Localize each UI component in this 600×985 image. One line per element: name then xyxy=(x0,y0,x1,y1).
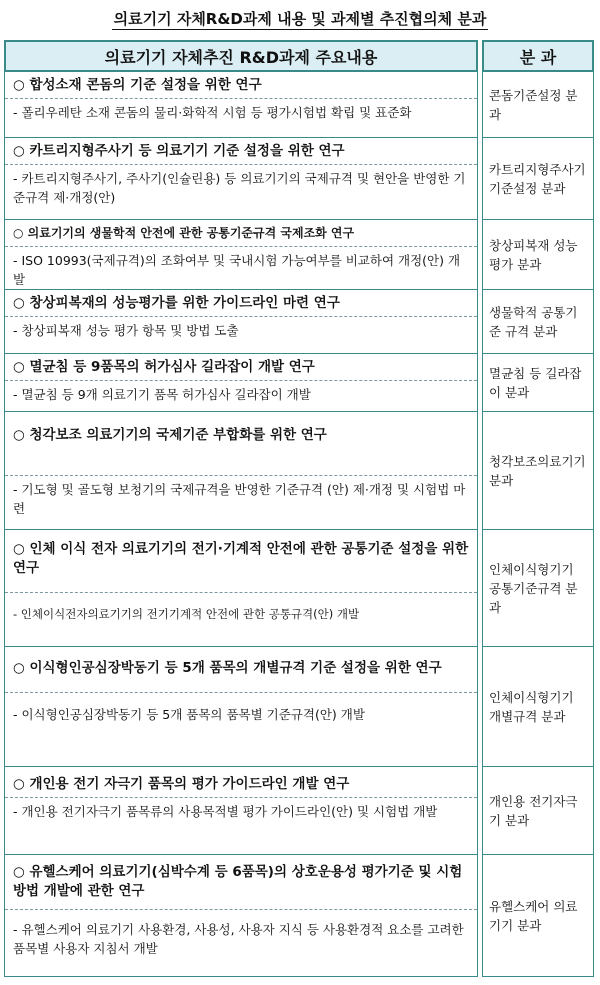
row-title: ○ 멸균침 등 9품목의 허가심사 길라잡이 개발 연구 xyxy=(5,354,477,381)
row-title: ○ 의료기기의 생물학적 안전에 관한 공통기준규격 국제조화 연구 xyxy=(5,220,477,247)
row-title: ○ 개인용 전기 자극기 품목의 평가 가이드라인 개발 연구 xyxy=(5,767,477,798)
left-header: 의료기기 자체추진 R&D과제 주요내용 xyxy=(4,40,478,72)
row-desc: - ISO 10993(국제규격)의 조화여부 및 국내시험 가능여부를 비교하여 개정(안) 개발 xyxy=(13,253,461,287)
row-title: ○ 이식형인공심장박동기 등 5개 품목의 개별규격 기준 설정을 위한 연구 xyxy=(5,647,477,693)
table-row xyxy=(4,767,478,855)
table-row xyxy=(4,72,478,138)
row-title: ○ 유헬스케어 의료기기(심박수계 등 6품목)의 상호운용성 평가기준 및 시험방법 개발에 관한 연구 xyxy=(5,855,477,910)
right-header: 분 과 xyxy=(482,40,594,72)
division-cell: 멸균침 등 길라잡이 분과 xyxy=(482,354,594,412)
division-column xyxy=(482,40,594,977)
table-row xyxy=(4,354,478,412)
division-cell: 청각보조의료기기 분과 xyxy=(482,412,594,530)
table-row xyxy=(4,138,478,220)
table-row xyxy=(4,220,478,290)
row-desc: - 인체이식전자의료기기의 전기기계적 안전에 관한 공통규격(안) 개발 xyxy=(13,607,360,621)
row-desc: - 유헬스케어 의료기기 사용환경, 사용성, 사용자 지식 등 사용환경적 요소를 고려한 품목별 사용자 지침서 개발 xyxy=(13,922,464,956)
division-cell: 생물학적 공통기준 규격 분과 xyxy=(482,290,594,354)
division-cell: 인체이식형기기 개별규격 분과 xyxy=(482,647,594,767)
row-desc: - 기도형 및 골도형 보청기의 국제규격을 반영한 기준규격 (안) 제·개정 및 시험법 마련 xyxy=(13,482,466,516)
division-cell: 카트리지형주사기 기준설정 분과 xyxy=(482,138,594,220)
row-desc: - 이식형인공심장박동기 등 5개 품목의 품목별 기준규격(안) 개발 xyxy=(13,707,365,722)
table-row xyxy=(4,530,478,647)
division-cell: 콘돔기준설정 분과 xyxy=(482,72,594,138)
table-row xyxy=(4,647,478,767)
division-cell: 인체이식형기기 공통기준규격 분과 xyxy=(482,530,594,647)
row-title: ○ 인체 이식 전자 의료기기의 전기·기계적 안전에 관한 공통기준 설정을 위한 연구 xyxy=(5,530,477,593)
row-desc: - 개인용 전기자극기 품목류의 사용목적별 평가 가이드라인(안) 및 시험법 개발 xyxy=(13,804,438,819)
division-cell: 개인용 전기자극기 분과 xyxy=(482,767,594,855)
content-column xyxy=(4,40,478,977)
row-title: ○ 청각보조 의료기기의 국제기준 부합화를 위한 연구 xyxy=(5,412,477,476)
row-desc: - 폴리우레탄 소재 콘돔의 물리·화학적 시험 등 평가시험법 확립 및 표준화 xyxy=(13,105,412,120)
table-row xyxy=(4,290,478,354)
table-row xyxy=(4,412,478,530)
division-cell: 창상피복재 성능평가 분과 xyxy=(482,220,594,290)
row-desc: - 멸균침 등 9개 의료기기 품목 허가심사 길라잡이 개발 xyxy=(13,387,311,402)
page-title: 의료기기 자체R&D과제 내용 및 과제별 추진협의체 분과 xyxy=(113,10,487,28)
table-row xyxy=(4,855,478,977)
row-desc: - 카트리지형주사기, 주사기(인슐린용) 등 의료기기의 국제규격 및 현안을 반영한 기준규격 제·개정(안) xyxy=(13,171,466,205)
row-title: ○ 카트리지형주사기 등 의료기기 기준 설정을 위한 연구 xyxy=(5,138,477,165)
division-cell: 유헬스케어 의료기기 분과 xyxy=(482,855,594,977)
row-title: ○ 창상피복재의 성능평가를 위한 가이드라인 마련 연구 xyxy=(5,290,477,317)
row-title: ○ 합성소재 콘돔의 기준 설정을 위한 연구 xyxy=(5,72,477,99)
row-desc: - 창상피복재 성능 평가 항목 및 방법 도출 xyxy=(13,323,239,338)
